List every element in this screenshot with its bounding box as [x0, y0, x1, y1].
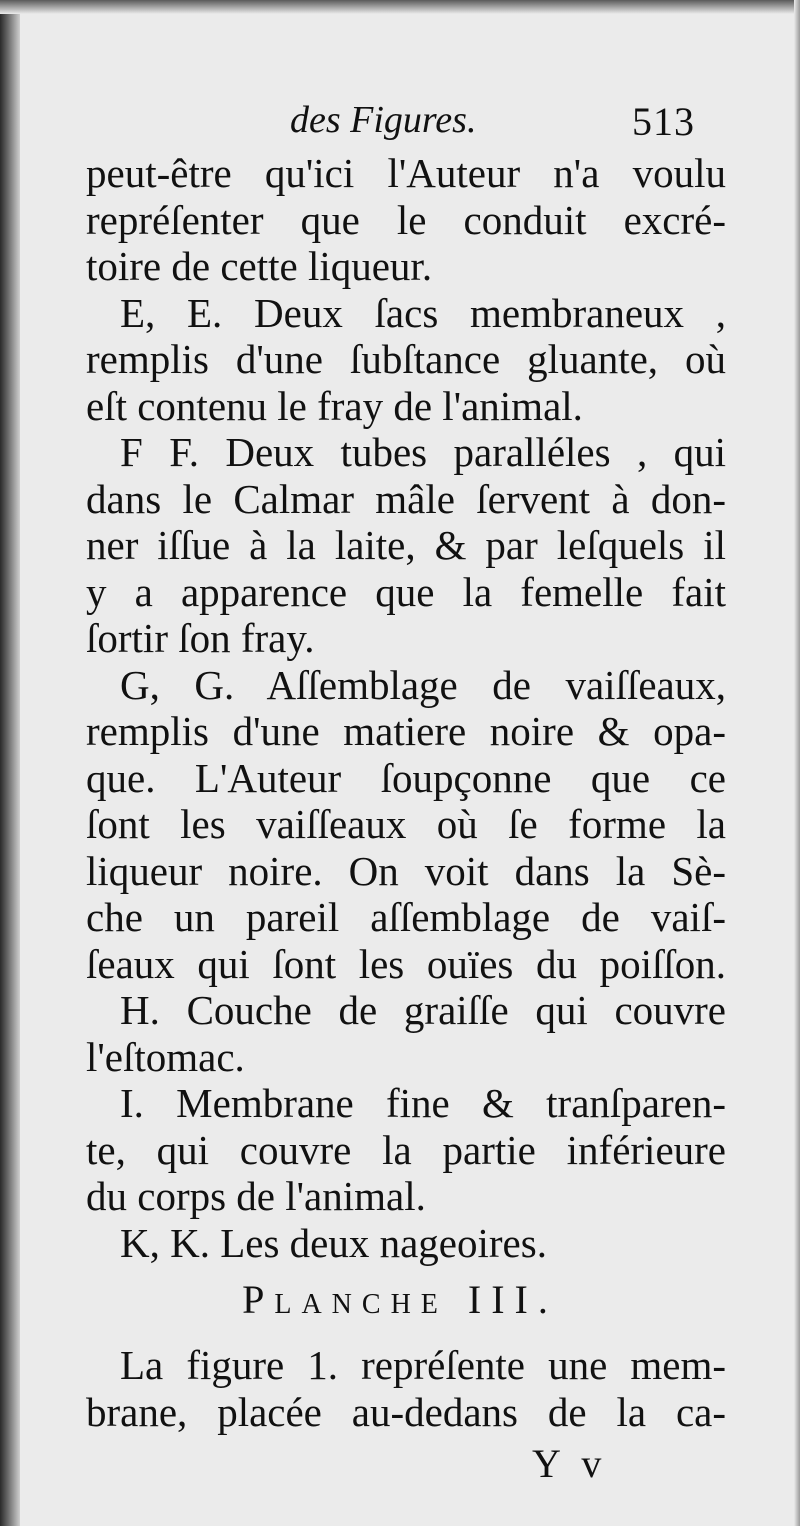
text-line: H. Couche de graiſſe qui couvre	[120, 987, 726, 1033]
text-line: y a apparence que la femelle fait	[86, 568, 726, 615]
text-line: F F. Deux tubes paralléles , qui	[120, 429, 726, 475]
text-line: ſeaux qui ſont les ouïes du poiſſon.	[86, 940, 726, 987]
plate-description	[86, 1342, 726, 1435]
text-line: K, K. Les deux nageoires.	[120, 1219, 547, 1266]
text-line: te, qui couvre la partie inférieure	[86, 1126, 726, 1173]
body-text	[86, 150, 726, 1266]
text-line: ſortir ſon fray.	[86, 615, 315, 661]
text-line: ſont les vaiſſeaux où ſe forme la	[86, 801, 726, 847]
running-title: des Figures.	[290, 99, 477, 141]
text-line: E, E. Deux ſacs membraneux ,	[120, 289, 726, 336]
signature-mark: Y v	[532, 1441, 608, 1486]
text-line: brane, placée au-dedans de la ca-	[86, 1388, 726, 1435]
text-line: che un pareil aſſemblage de vaiſ-	[86, 894, 726, 940]
text-line: G, G. Aſſemblage de vaiſſeaux,	[120, 661, 726, 708]
text-line: remplis d'une matiere noire & opa-	[86, 708, 726, 754]
text-line: toire de cette liqueur.	[86, 243, 433, 289]
text-line: eſt contenu le fray de l'animal.	[86, 382, 583, 429]
text-line: du corps de l'animal.	[86, 1173, 426, 1219]
text-line: que. L'Auteur ſoupçonne que ce	[86, 754, 726, 801]
page-number: 513	[632, 99, 695, 144]
text-line: I. Membrane fine & tranſparen-	[120, 1080, 726, 1126]
page-header	[0, 98, 800, 148]
text-line: liqueur noire. On voit dans la Sè-	[86, 847, 726, 894]
text-line: l'eſtomac.	[86, 1033, 245, 1080]
page-top-shadow	[0, 0, 800, 14]
text-line: remplis d'une ſubſtance gluante, où	[86, 336, 726, 382]
section-heading: Planche III.	[242, 1277, 558, 1322]
text-line: dans le Calmar mâle ſervent à don-	[86, 475, 726, 522]
text-line: La figure 1. repréſente une mem-	[120, 1342, 726, 1388]
text-line: peut-être qu'ici l'Auteur n'a voulu	[86, 150, 726, 196]
text-line: ner iſſue à la laite, & par leſquels il	[86, 522, 726, 568]
text-line: repréſenter que le conduit excré-	[86, 196, 726, 243]
